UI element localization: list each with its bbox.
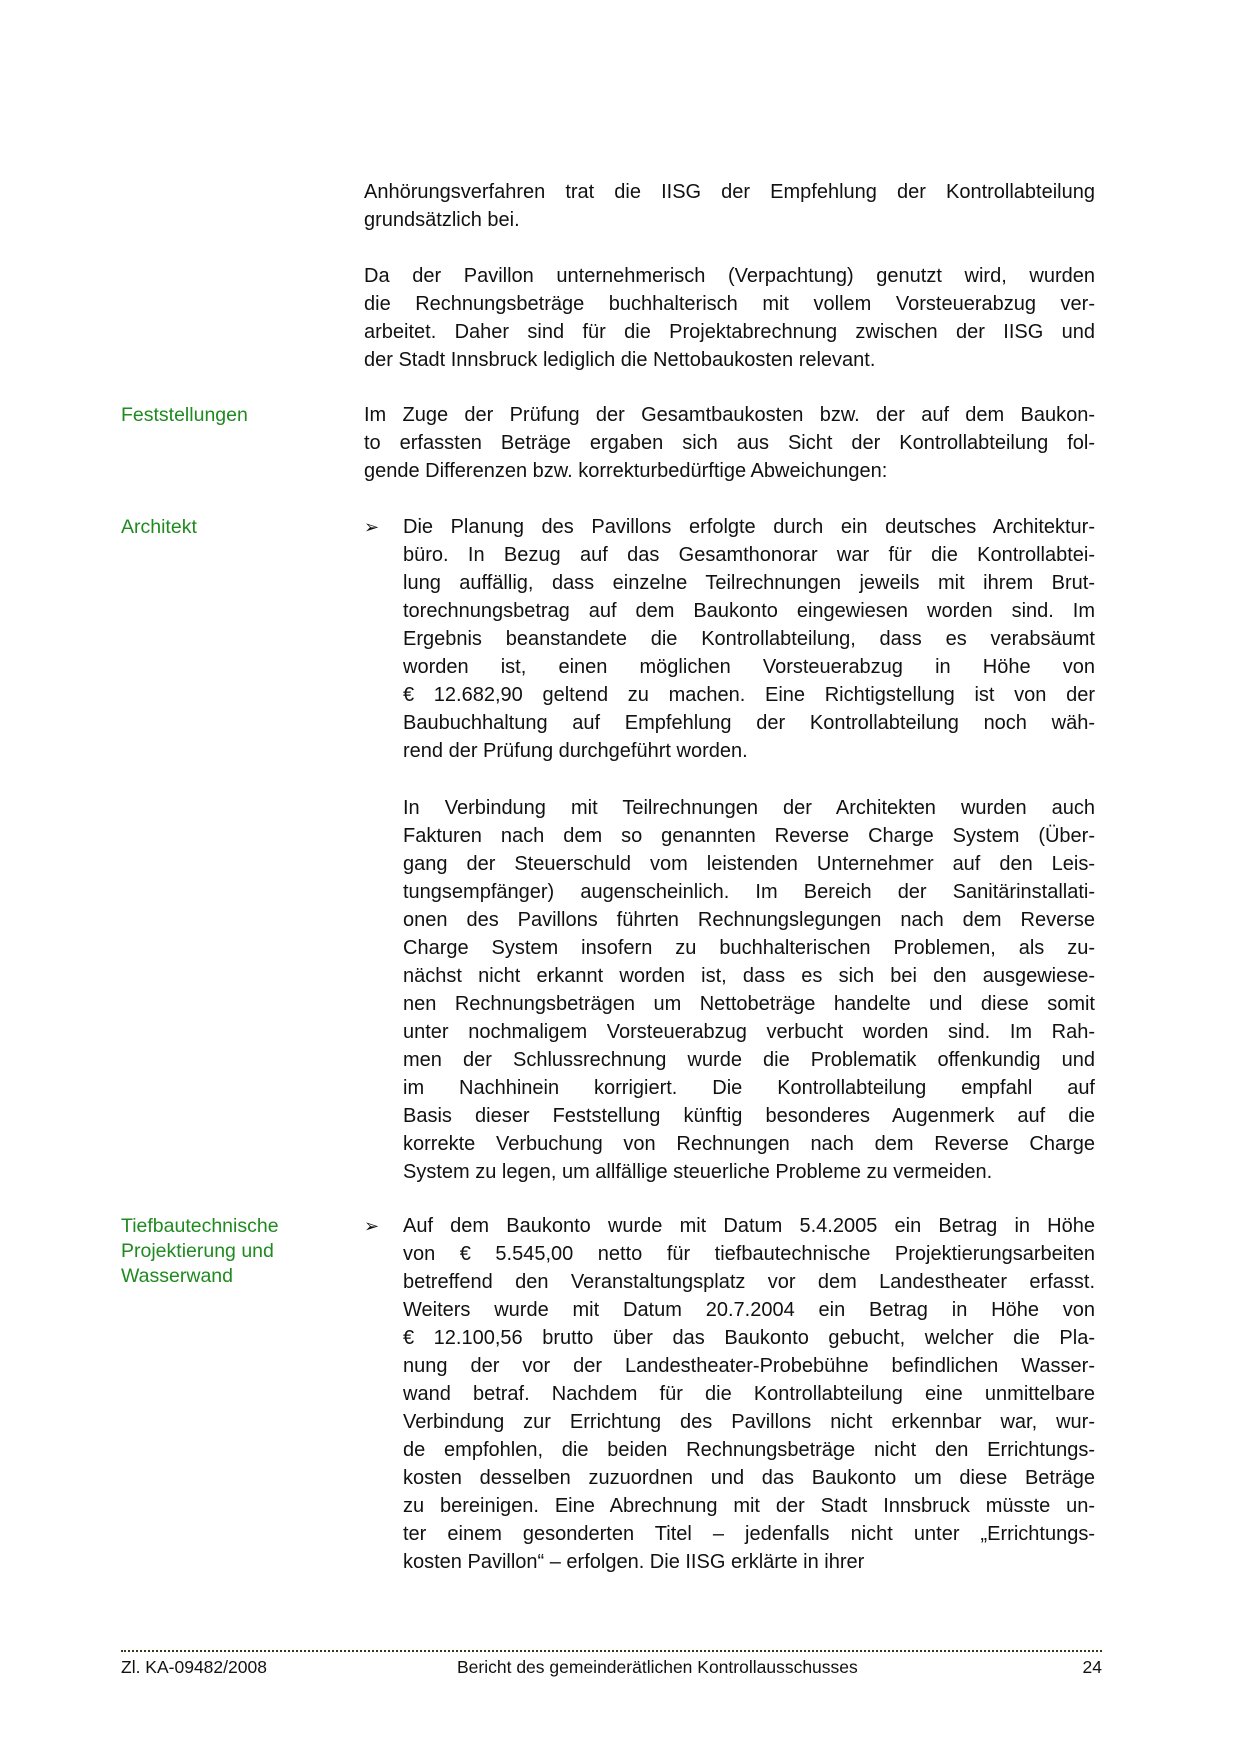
margin-label-feststellungen: Feststellungen — [121, 404, 248, 426]
text-line: Verbindung zur Errichtung des Pavillons nicht erkennbar war, wur- — [403, 1411, 1095, 1433]
text-line: System zu legen, um allfällige steuerliche Probleme zu vermeiden. — [403, 1161, 993, 1183]
footer-title: Bericht des gemeinderätlichen Kontrollausschusses — [457, 1657, 858, 1677]
text-line: von € 5.545,00 netto für tiefbautechnische Projektierungsarbeiten — [403, 1243, 1095, 1265]
text-line: nung der vor der Landestheater-Probebühne befindlichen Wasser- — [403, 1355, 1095, 1377]
text-line: korrekte Verbuchung von Rechnungen nach dem Reverse Charge — [403, 1133, 1095, 1155]
paragraph-reverse-charge — [403, 794, 1095, 1186]
text-line: lung auffällig, dass einzelne Teilrechnungen jeweils mit ihrem Brut- — [403, 572, 1095, 594]
bullet-arrow-icon: ➢ — [364, 517, 380, 537]
margin-label-tiefbau — [121, 1214, 279, 1289]
text-line: men der Schlussrechnung wurde die Problematik offenkundig und — [403, 1049, 1095, 1071]
text-line: der Stadt Innsbruck lediglich die Nettobaukosten relevant. — [364, 349, 876, 371]
footer-reference: Zl. KA-09482/2008 — [121, 1657, 267, 1677]
paragraph-architect — [403, 513, 1095, 765]
footer-divider — [121, 1650, 1102, 1652]
text-line: betreffend den Veranstaltungsplatz vor dem Landestheater erfasst. — [403, 1271, 1095, 1293]
text-line: Anhörungsverfahren trat die IISG der Empfehlung der Kontrollabteilung — [364, 181, 1095, 203]
text-line: worden ist, einen möglichen Vorsteuerabzug in Höhe von — [403, 656, 1095, 678]
text-line: Ergebnis beanstandete die Kontrollabteilung, dass es verabsäumt — [403, 628, 1095, 650]
text-line: unter nochmaligem Vorsteuerabzug verbucht worden sind. Im Rah- — [403, 1021, 1095, 1043]
margin-label-architekt: Architekt — [121, 516, 197, 538]
text-line: Die Planung des Pavillons erfolgte durch ein deutsches Architektur- — [403, 516, 1095, 538]
text-line: € 12.682,90 geltend zu machen. Eine Richtigstellung ist von der — [403, 684, 1095, 706]
text-line: ter einem gesonderten Titel – jedenfalls nicht unter „Errichtungs- — [403, 1523, 1095, 1545]
text-line: € 12.100,56 brutto über das Baukonto gebucht, welcher die Pla- — [403, 1327, 1095, 1349]
text-line: kosten desselben zuzuordnen und das Baukonto um diese Beträge — [403, 1467, 1095, 1489]
text-line: gende Differenzen bzw. korrekturbedürftige Abweichungen: — [364, 460, 888, 482]
text-line: Fakturen nach dem so genannten Reverse Charge System (Über- — [403, 825, 1095, 847]
text-line: In Verbindung mit Teilrechnungen der Architekten wurden auch — [403, 797, 1095, 819]
text-line: arbeitet. Daher sind für die Projektabrechnung zwischen der IISG und — [364, 321, 1095, 343]
text-line: kosten Pavillon“ – erfolgen. Die IISG erklärte in ihrer — [403, 1551, 865, 1573]
paragraph-findings — [364, 401, 1095, 485]
label-line: Wasserwand — [121, 1265, 233, 1287]
text-line: nen Rechnungsbeträgen um Nettobeträge handelte und diese somit — [403, 993, 1095, 1015]
label-line: Tiefbautechnische — [121, 1215, 279, 1237]
text-line: die Rechnungsbeträge buchhalterisch mit vollem Vorsteuerabzug ver- — [364, 293, 1095, 315]
text-line: Weiters wurde mit Datum 20.7.2004 ein Betrag in Höhe von — [403, 1299, 1095, 1321]
text-line: Da der Pavillon unternehmerisch (Verpachtung) genutzt wird, wurden — [364, 265, 1095, 287]
label-line: Projektierung und — [121, 1240, 274, 1262]
text-line: Baubuchhaltung auf Empfehlung der Kontrollabteilung noch wäh- — [403, 712, 1095, 734]
text-line: gang der Steuerschuld vom leistenden Unternehmer auf den Leis- — [403, 853, 1095, 875]
text-line: im Nachhinein korrigiert. Die Kontrollabteilung empfahl auf — [403, 1077, 1095, 1099]
text-line: Basis dieser Feststellung künftig besonderes Augenmerk auf die — [403, 1105, 1095, 1127]
text-line: de empfohlen, die beiden Rechnungsbeträge nicht den Errichtungs- — [403, 1439, 1095, 1461]
text-line: Auf dem Baukonto wurde mit Datum 5.4.2005 ein Betrag in Höhe — [403, 1215, 1095, 1237]
paragraph-tiefbau — [403, 1212, 1095, 1576]
text-line: zu bereinigen. Eine Abrechnung mit der Stadt Innsbruck müsste un- — [403, 1495, 1095, 1517]
footer-page-number: 24 — [1082, 1657, 1102, 1677]
text-line: Charge System insofern zu buchhalterischen Problemen, als zu- — [403, 937, 1095, 959]
text-line: nächst nicht erkannt worden ist, dass es sich bei den ausgewiese- — [403, 965, 1095, 987]
text-line: onen des Pavillons führten Rechnungslegungen nach dem Reverse — [403, 909, 1095, 931]
text-line: tungsempfänger) augenscheinlich. Im Bereich der Sanitärinstallati- — [403, 881, 1095, 903]
text-line: to erfassten Beträge ergaben sich aus Sicht der Kontrollabteilung fol- — [364, 432, 1095, 454]
paragraph-pavillon-tax — [364, 262, 1095, 374]
text-line: wand betraf. Nachdem für die Kontrollabteilung eine unmittelbare — [403, 1383, 1095, 1405]
text-line: rend der Prüfung durchgeführt worden. — [403, 740, 748, 762]
text-line: Im Zuge der Prüfung der Gesamtbaukosten bzw. der auf dem Baukon- — [364, 404, 1095, 426]
text-line: grundsätzlich bei. — [364, 209, 520, 231]
paragraph-hearing — [364, 178, 1095, 234]
text-line: büro. In Bezug auf das Gesamthonorar war für die Kontrollabtei- — [403, 544, 1095, 566]
bullet-arrow-icon: ➢ — [364, 1216, 380, 1236]
text-line: torechnungsbetrag auf dem Baukonto eingewiesen worden sind. Im — [403, 600, 1095, 622]
